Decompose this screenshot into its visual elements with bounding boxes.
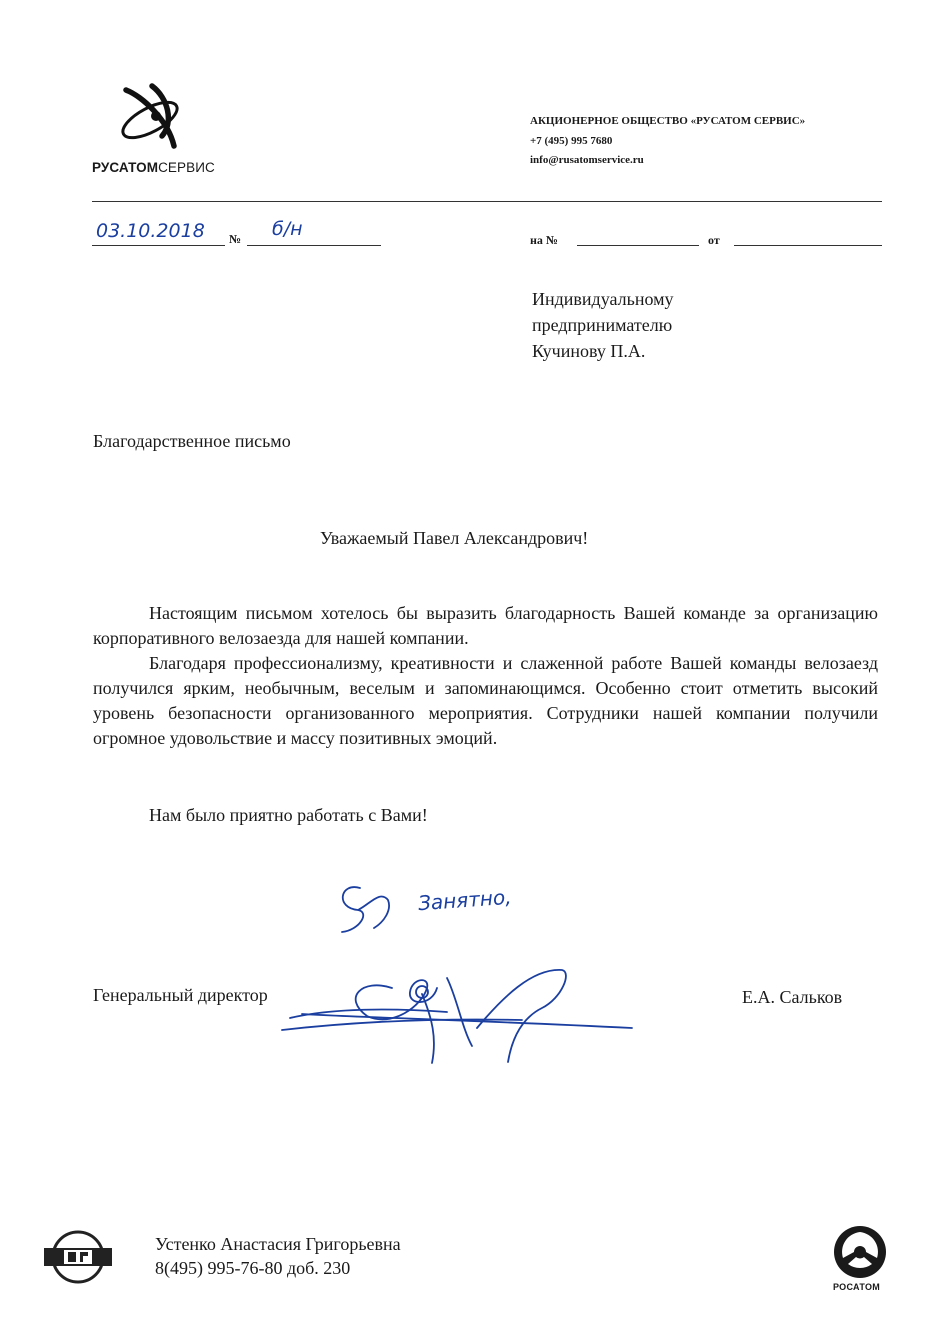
- addressee-line-1: Индивидуальному: [532, 289, 674, 309]
- company-name: АКЦИОНЕРНОЕ ОБЩЕСТВО «РУСАТОМ СЕРВИС»: [530, 115, 806, 127]
- date-underline: [92, 245, 225, 246]
- letter-greeting: Уважаемый Павел Александрович!: [320, 528, 589, 548]
- annotation-text: Занятно,: [417, 884, 513, 916]
- incoming-date-label: от: [708, 233, 720, 247]
- addressee-line-3: Кучинову П.А.: [532, 341, 646, 361]
- company-email: info@rusatomservice.ru: [530, 154, 644, 166]
- signatory-name: Е.А. Сальков: [742, 987, 843, 1007]
- contact-person: Устенко Анастасия Григорьевна: [155, 1234, 401, 1254]
- rusatom-logo-icon: [112, 80, 188, 156]
- letter-closing: Нам было приятно работать с Вами!: [149, 805, 428, 825]
- letter-paragraph-2: Благодаря профессионализму, креативности и слаженной работе Вашей команды велозаезд получился ярким, необычным, веселым и запоминающимся. Особенно стоит отметить высокий уровень безопасности организованного мероприятия. Сотрудники нашей компании получили огромное удовольствие и массу позитивных эмоций.: [93, 653, 878, 748]
- reference-line: [0, 212, 942, 252]
- contact-phone: 8(495) 995-76-80 доб. 230: [155, 1258, 351, 1278]
- addressee-block: [532, 286, 674, 364]
- signatory-title: Генеральный директор: [93, 985, 268, 1005]
- number-underline: [247, 245, 381, 246]
- annotation-scribble-icon: [330, 860, 420, 940]
- incoming-date-underline: [734, 245, 882, 246]
- outgoing-date: 03.10.2018: [96, 220, 205, 242]
- letterhead: [0, 0, 942, 210]
- number-sign: №: [229, 232, 242, 246]
- letter-subject: Благодарственное письмо: [93, 431, 291, 451]
- company-phone: +7 (495) 995 7680: [530, 135, 613, 147]
- rosatom-emblem-icon: [832, 1224, 888, 1280]
- incoming-number-label: на №: [530, 233, 558, 247]
- quality-certification-icon: [42, 1228, 114, 1286]
- letter-body: [93, 601, 878, 751]
- handwritten-signature-icon: [272, 958, 642, 1068]
- outgoing-number: б/н: [272, 218, 303, 240]
- logo-text-bold: РУСАТОМ: [92, 160, 159, 175]
- addressee-line-2: предпринимателю: [532, 315, 673, 335]
- rusatom-logo-wordmark: [92, 160, 215, 175]
- incoming-number-underline: [577, 245, 699, 246]
- rosatom-caption: РОСАТОМ: [833, 1282, 881, 1292]
- header-divider: [92, 201, 882, 202]
- logo-text-regular: СЕРВИС: [158, 160, 215, 175]
- letter-paragraph-1: Настоящим письмом хотелось бы выразить благодарность Вашей команде за организацию корпоративного велозаезда для нашей компании.: [93, 603, 878, 648]
